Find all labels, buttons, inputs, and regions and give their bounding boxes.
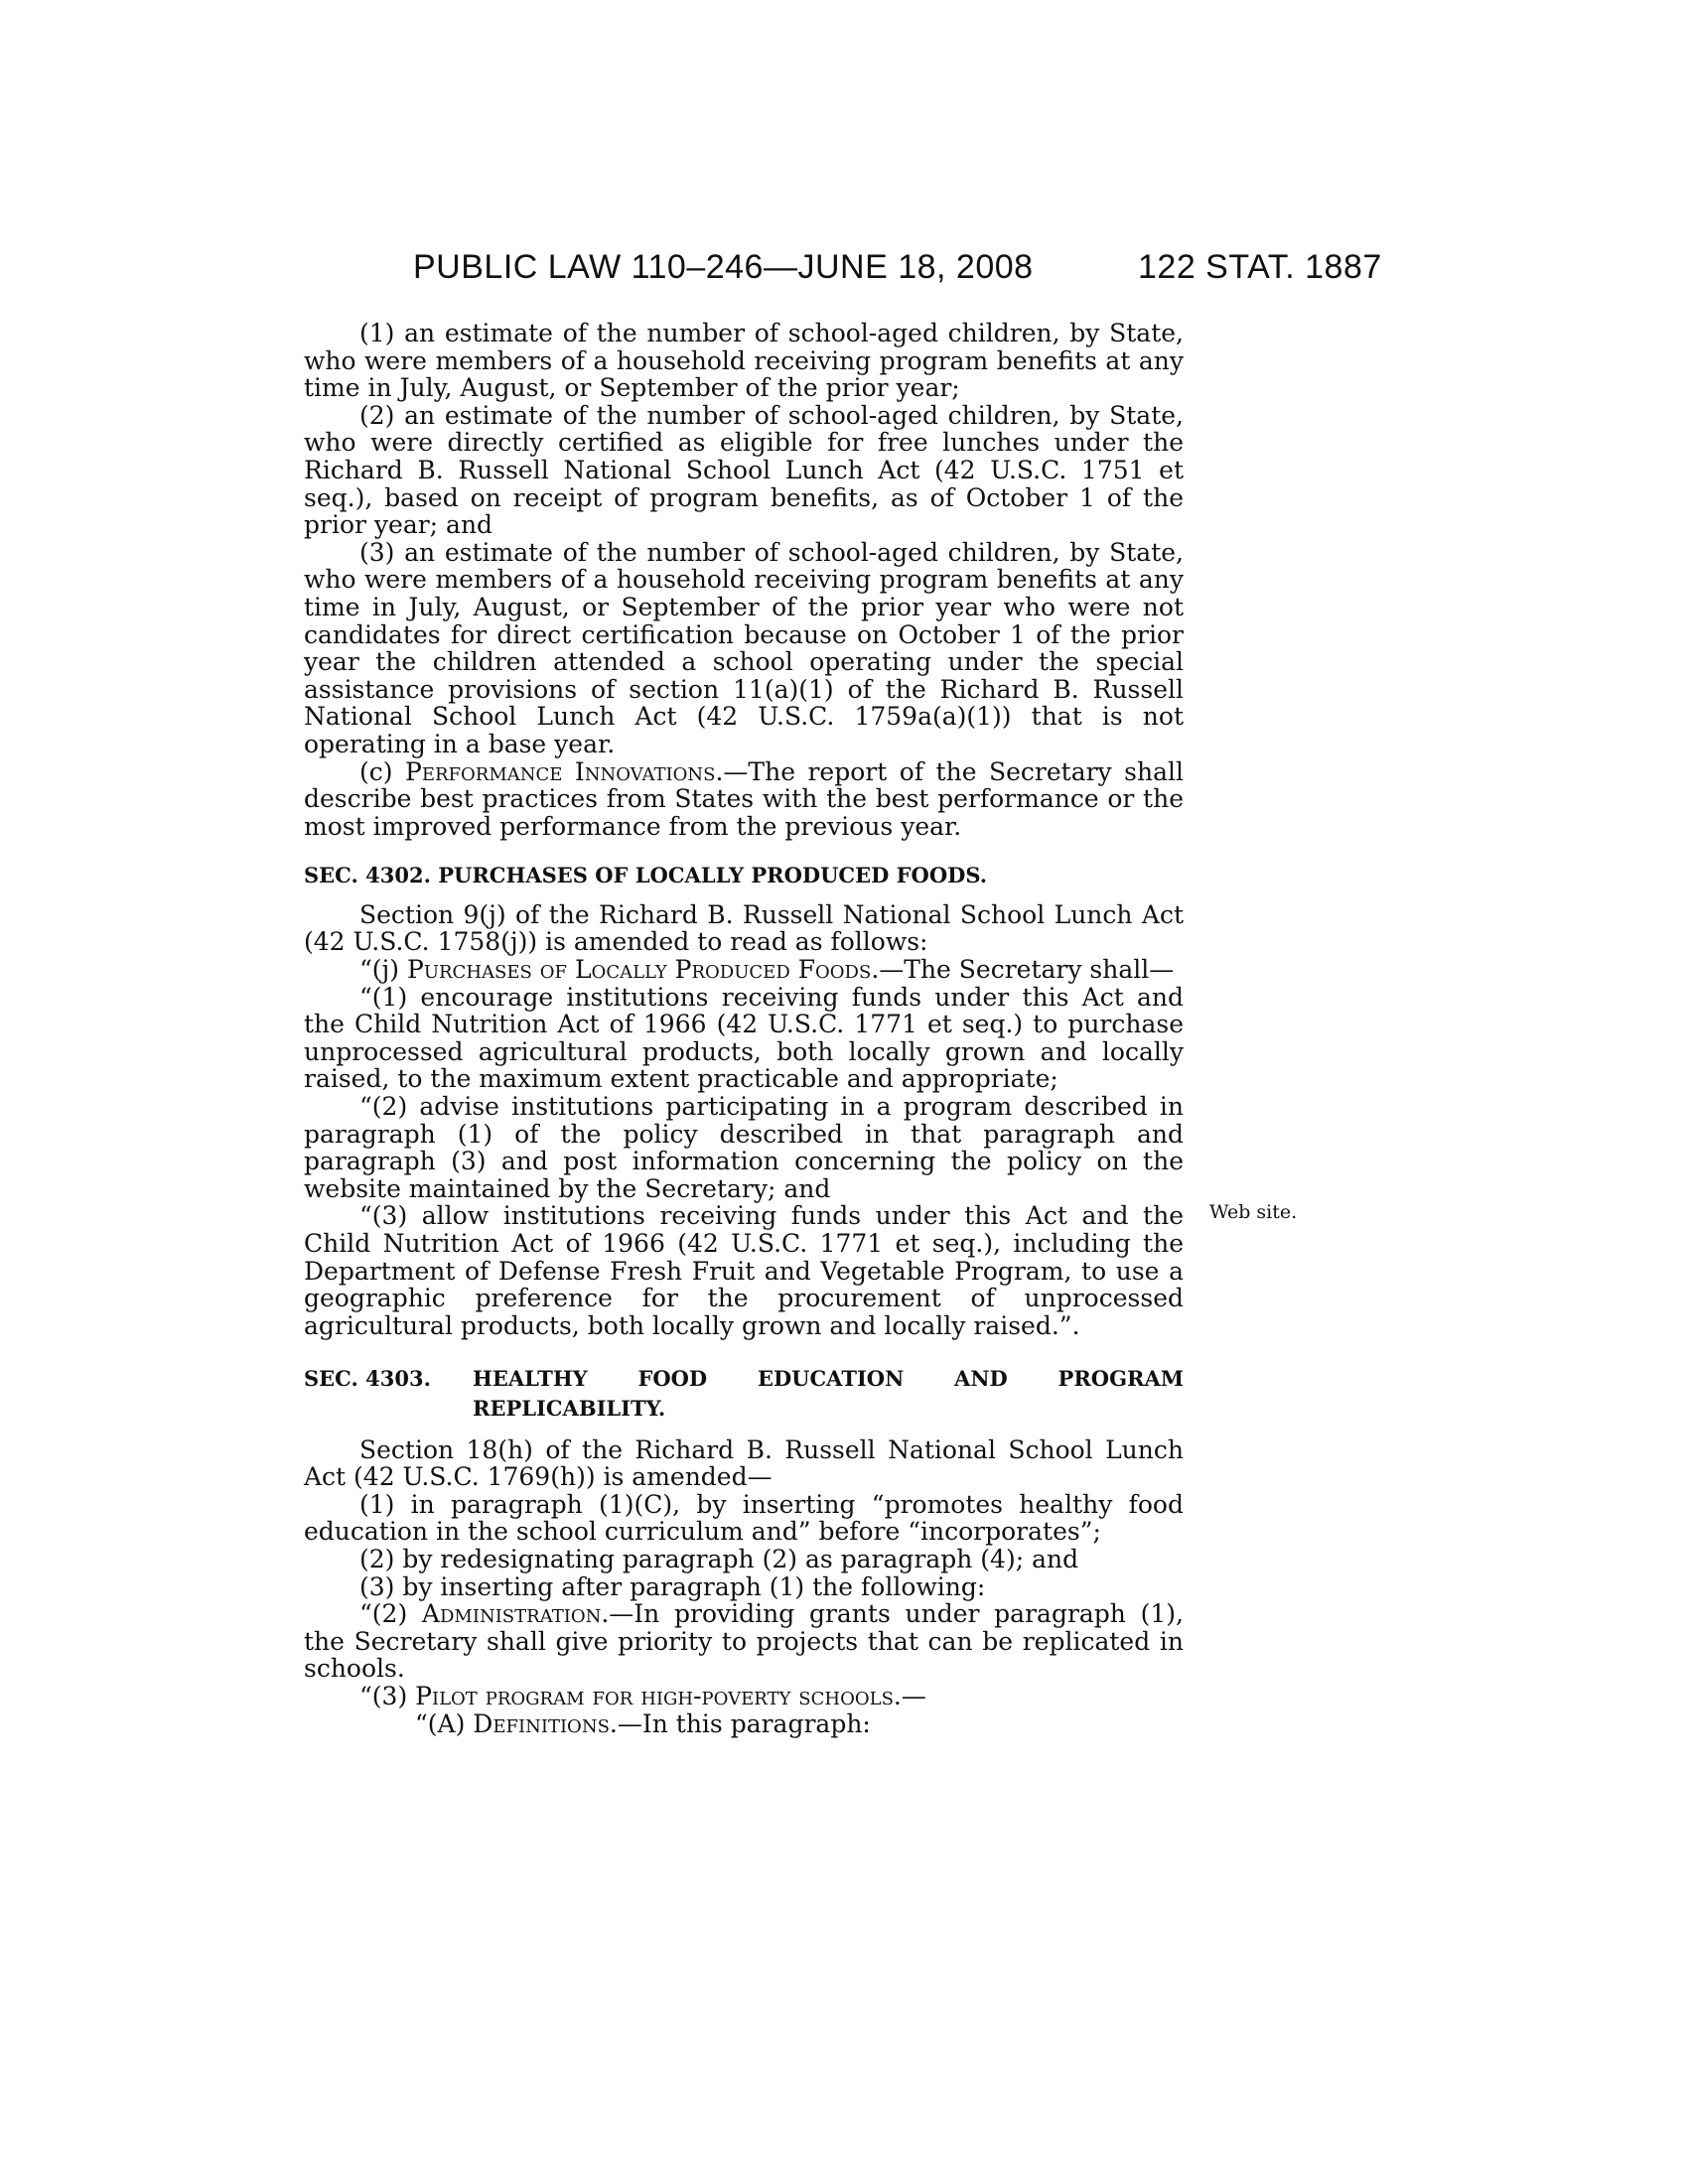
pilot-program-heading: Pilot program for high-poverty schools xyxy=(415,1681,894,1710)
subsection-c-heading: Performance Innovations xyxy=(405,756,716,786)
section-4303-word: HEALTHY xyxy=(473,1366,588,1392)
paragraph-3: (3) an estimate of the number of school-aged children, by State, who were members of a household receiving program benefits at any time in July, August, or September of the prior year who were not candidates for direct certification because on October 1 of the prior year the children attended a school operating under the special assistance provisions of section 11(a)(1) of the Richard B. Russell National School Lunch Act (42 U.S.C. 1759a(a)(1)) that is not operating in a base year. xyxy=(304,537,1184,758)
subsection-j xyxy=(304,956,1184,984)
section-4303-paragraph-2: (2) by redesignating paragraph (2) as paragraph (4); and xyxy=(359,1544,1079,1573)
section-4303-word: AND xyxy=(954,1366,1008,1392)
document-body xyxy=(304,320,1184,1737)
section-4303-paragraph-3: (3) by inserting after paragraph (1) the following: xyxy=(359,1571,986,1601)
section-4303-intro: Section 18(h) of the Richard B. Russell National School Lunch Act (42 U.S.C. 1769(h)) is amended— xyxy=(304,1434,1184,1492)
margin-note-web-site: Web site. xyxy=(1209,1201,1298,1223)
section-4303-paragraph-1: (1) in paragraph (1)(C), by inserting “promotes healthy food education in the school curriculum and” before “incorporates”; xyxy=(304,1489,1184,1547)
subsection-j-heading: Purchases of Locally Produced Foods xyxy=(407,955,872,985)
subsection-j-paragraph-1: “(1) encourage institutions receiving funds under this Act and the Child Nutrition Act of 1966 (42 U.S.C. 1771 et seq.) to purchase unprocessed agricultural products, both locally grown and locally raised, to the maximum extent practicable and appropriate; xyxy=(304,982,1184,1094)
section-4303-label: SEC. 4303. xyxy=(304,1366,431,1392)
section-4303-heading-continued: REPLICABILITY. xyxy=(473,1395,666,1421)
pilot-program-text: .— xyxy=(893,1681,926,1710)
running-header-page-number: 122 STAT. 1887 xyxy=(1138,248,1382,286)
section-4303-word: EDUCATION xyxy=(757,1366,905,1392)
section-4302-intro: Section 9(j) of the Richard B. Russell National School Lunch Act (42 U.S.C. 1758(j)) is amended to read as follows: xyxy=(304,899,1184,957)
paragraph-1: (1) an estimate of the number of school-aged children, by State, who were members of a household receiving program benefits at any time in July, August, or September of the prior year; xyxy=(304,319,1184,403)
administration-text: .—In providing grants under paragraph (1), the Secretary shall give priority to projects that can be replicated in schools. xyxy=(304,1599,1184,1684)
subsection-c-text: .—The report of the Secretary shall describe best practices from States with the best performance or the most improved performance from the previous year. xyxy=(304,756,1184,841)
running-header-title: PUBLIC LAW 110–246—JUNE 18, 2008 xyxy=(413,248,1034,286)
paragraph-2: (2) an estimate of the number of school-aged children, by State, who were directly certified as eligible for free lunches under the Richard B. Russell National School Lunch Act (42 U.S.C. 1751 et seq.), based on receipt of program benefits, as of October 1 of the prior year; and xyxy=(304,400,1184,540)
subsection-c xyxy=(304,758,1184,841)
definitions-text: .—In this paragraph: xyxy=(609,1708,871,1738)
pilot-program-label: “(3) xyxy=(359,1681,416,1710)
section-4303-word: PROGRAM xyxy=(1057,1366,1184,1392)
subsection-j-paragraph-2: “(2) advise institutions participating in a program described in paragraph (1) of the policy described in that paragraph and paragraph (3) and post information concerning the policy on the website maintained by the Secretary; and xyxy=(304,1092,1184,1203)
inserted-subparagraph-definitions xyxy=(304,1710,1184,1738)
subsection-j-label: “(j) xyxy=(359,955,407,985)
inserted-paragraph-pilot-program xyxy=(248,1683,1184,1710)
section-4302-heading: SEC. 4302. PURCHASES OF LOCALLY PRODUCED FOODS. xyxy=(304,863,988,888)
definitions-label: “(A) xyxy=(415,1708,474,1738)
definitions-heading: Definitions xyxy=(473,1708,610,1738)
section-4303-heading xyxy=(304,1365,1184,1393)
section-4303-word: FOOD xyxy=(637,1366,708,1392)
administration-label: “(2) xyxy=(359,1599,422,1629)
administration-heading: Administration xyxy=(421,1599,602,1629)
subsection-j-text: .—The Secretary shall— xyxy=(871,955,1175,985)
subsection-c-label: (c) xyxy=(359,756,405,786)
section-4303-title-line xyxy=(473,1365,1184,1393)
inserted-paragraph-administration xyxy=(248,1600,1184,1683)
subsection-j-paragraph-3: “(3) allow institutions receiving funds under this Act and the Child Nutrition Act of 1966 (42 U.S.C. 1771 et seq.), including the Department of Defense Fresh Fruit and Vegetable Program, to use a geographic preference for the procurement of unprocessed agricultural products, both locally grown and locally raised.”. xyxy=(304,1201,1184,1340)
